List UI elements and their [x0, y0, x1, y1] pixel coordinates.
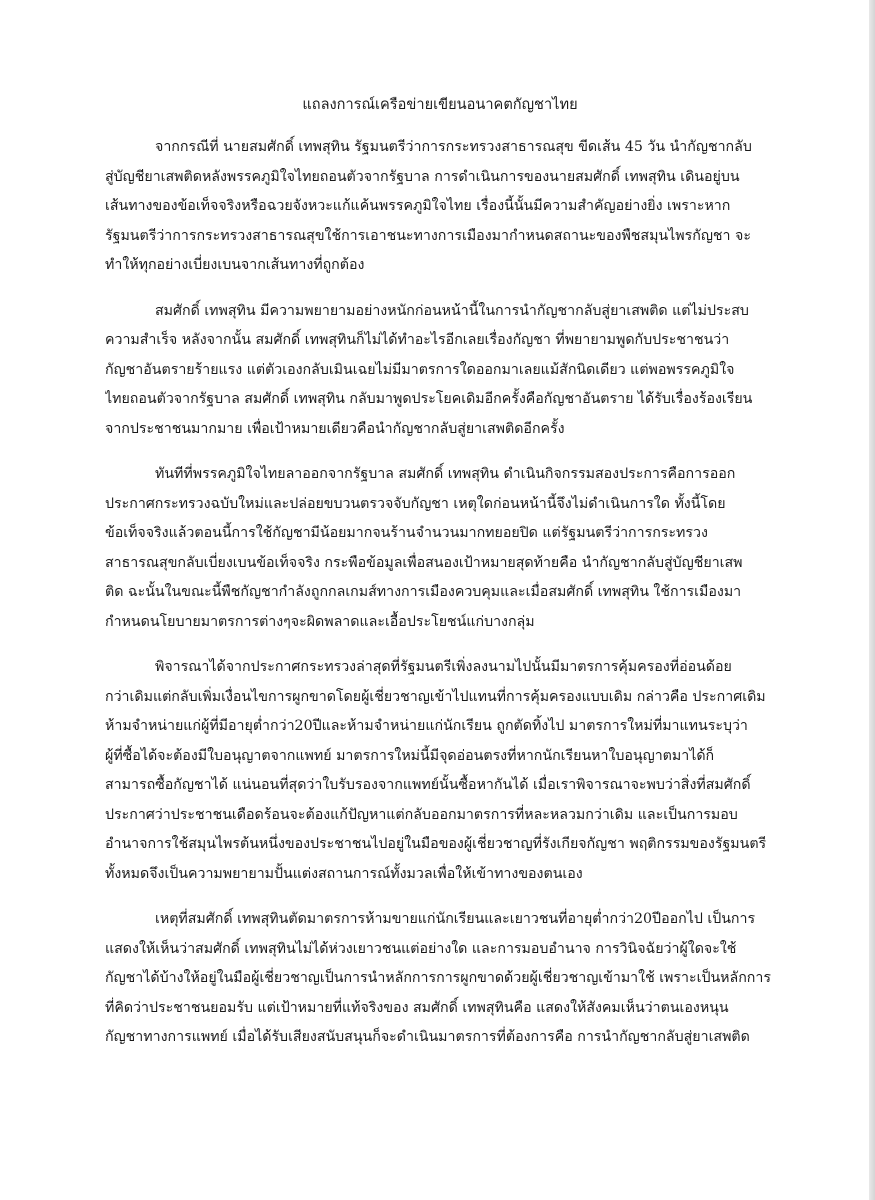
- paragraph-line: กำหนดนโยบายมาตรการต่างๆจะผิดพลาดและเอื้อประโยชน์แก่บางกลุ่ม: [105, 613, 535, 630]
- paragraph-line: จากประชาชนมากมาย เพื่อเป้าหมายเดียวคือนำกัญชากลับสู่ยาเสพติดอีกครั้ง: [105, 420, 565, 437]
- paragraph-line: ประกาศกระทรวงฉบับใหม่และปล่อยขบวนตรวจจับกัญชา เหตุใดก่อนหน้านี้จึงไม่ดำเนินการใด ทั้งนี้โดย: [105, 495, 726, 512]
- paragraph: [105, 905, 775, 1053]
- paragraph-line: ทั้งหมดจึงเป็นความพยายามปั้นแต่งสถานการณ์ทั้งมวลเพื่อให้เข้าทางของตนเอง: [105, 865, 583, 882]
- paragraph: [105, 133, 775, 281]
- paragraph: [105, 653, 775, 889]
- paragraph-line: ข้อเท็จจริงแล้วตอนนี้การใช้กัญชามีน้อยมากจนร้านจำนวนมากทยอยปิด แต่รัฐมนตรีว่าการกระทรวง: [105, 525, 708, 541]
- paragraph-line: รัฐมนตรีว่าการกระทรวงสาธารณสุขใช้การเอาชนะทางการเมืองมากำหนดสถานะของพืชสมุนไพรกัญชา จะ: [105, 227, 751, 244]
- paragraph-line: ไทยถอนตัวจากรัฐบาล สมศักดิ์ เทพสุทิน กลับมาพูดประโยคเดิมอีกครั้งคือกัญชาอันตราย ได้รับเรื่องร้องเรียน: [105, 391, 753, 407]
- paragraph-line: สู่บัญชียาเสพติดหลังพรรคภูมิใจไทยถอนตัวจากรัฐบาล การดำเนินการของนายสมศักดิ์ เทพสุทิน เดินอยู่บน: [105, 168, 740, 185]
- paragraph-line: กัญชาได้บ้างให้อยู่ในมือผู้เชี่ยวชาญเป็นการนำหลักการการผูกขาดด้วยผู้เชี่ยวชาญเข้ามาใช้ เพราะเป็นหลักการ: [105, 970, 771, 986]
- paragraph-line: สาธารณสุขกลับเบี่ยงเบนข้อเท็จจริง กระพือข้อมูลเพื่อสนองเป้าหมายสุดท้ายคือ นำกัญชากลับสู่บัญชียาเสพ: [105, 554, 743, 571]
- paragraph-line: กัญชาอันตรายร้ายแรง แต่ตัวเองกลับเมินเฉยไม่มีมาตรการใดออกมาเลยแม้สักนิดเดียว แต่พอพรรคภูมิใจ: [105, 361, 735, 378]
- paragraph-line: พิจารณาได้จากประกาศกระทรวงล่าสุดที่รัฐมนตรีเพิ่งลงนามไปนั้นมีมาตรการคุ้มครองที่อ่อนด้อย: [155, 659, 732, 675]
- paragraph-line: ความสำเร็จ หลังจากนั้น สมศักดิ์ เทพสุทินก็ไม่ได้ทำอะไรอีกเลยเรื่องกัญชา ที่พยายามพูดกับประชาชนว่า: [105, 332, 730, 348]
- paragraph-line: ประกาศว่าประชาชนเดือดร้อนจะต้องแก้ปัญหาแต่กลับออกมาตรการที่หละหลวมกว่าเดิม และเป็นการมอบ: [105, 806, 738, 823]
- paragraph-container: [105, 133, 775, 1053]
- paragraph-line: ทันทีที่พรรคภูมิใจไทยลาออกจากรัฐบาล สมศักดิ์ เทพสุทิน ดำเนินกิจกรรมสองประการคือการออก: [155, 466, 736, 482]
- paragraph-line: ทำให้ทุกอย่างเบี่ยงเบนจากเส้นทางที่ถูกต้อง: [105, 257, 365, 273]
- paragraph-line: ผู้ที่ซื้อได้จะต้องมีใบอนุญาตจากแพทย์ มาตรการใหม่นี้มีจุดอ่อนตรงที่หากนักเรียนหาใบอนุญาตมาได้ก็: [105, 747, 715, 764]
- paragraph-line: ที่คิดว่าประชาชนยอมรับ แต่เป้าหมายที่แท้จริงของ สมศักดิ์ เทพสุทินคือ แสดงให้สังคมเห็นว่าตนเองหนุน: [105, 999, 729, 1016]
- paragraph: [105, 460, 775, 637]
- page-edge-shadow: [869, 0, 875, 1200]
- document-title: แถลงการณ์เครือข่ายเขียนอนาคตกัญชาไทย: [302, 96, 578, 113]
- paragraph-line: สมศักดิ์ เทพสุทิน มีความพยายามอย่างหนักก่อนหน้านี้ในการนำกัญชากลับสู่ยาเสพติด แต่ไม่ประสบ: [155, 302, 749, 319]
- paragraph-line: จากกรณีที่ นายสมศักดิ์ เทพสุทิน รัฐมนตรีว่าการกระทรวงสาธารณสุข ขีดเส้น 45 วัน นำกัญชากลับ: [155, 139, 752, 155]
- paragraph: [105, 297, 775, 445]
- paragraph-line: อำนาจการใช้สมุนไพรต้นหนึ่งของประชาชนไปอยู่ในมือของผู้เชี่ยวชาญที่รังเกียจกัญชา พฤติกรรมของรัฐมนตรี: [105, 836, 767, 852]
- paragraph-line: กว่าเดิมแต่กลับเพิ่มเงื่อนไขการผูกขาดโดยผู้เชี่ยวชาญเข้าไปแทนที่การคุ้มครองแบบเดิม กล่าวคือ ประกาศเดิม: [105, 688, 766, 705]
- paragraph-line: ติด ฉะนั้นในขณะนี้พืชกัญชากำลังถูกกลเกมส์ทางการเมืองควบคุมและเมื่อสมศักดิ์ เทพสุทิน ใช้การเมืองมา: [105, 584, 742, 600]
- paragraph-line: ห้ามจำหน่ายแก่ผู้ที่มีอายุต่ำกว่า20ปีและห้ามจำหน่ายแก่นักเรียน ถูกตัดทิ้งไป มาตรการใหม่ที่มาแทนระบุว่า: [105, 718, 748, 734]
- paragraph-line: เหตุที่สมศักดิ์ เทพสุทินตัดมาตรการห้ามขายแก่นักเรียนและเยาวชนที่อายุต่ำกว่า20ปีออกไป เป็นการ: [155, 911, 756, 927]
- paragraph-line: เส้นทางของข้อเท็จจริงหรือฉวยจังหวะแก้แค้นพรรคภูมิใจไทย เรื่องนี้นั้นมีความสำคัญอย่างยิ่ง เพราะหาก: [105, 198, 731, 214]
- paragraph-line: สามารถซื้อกัญชาได้ แน่นอนที่สุดว่าใบรับรองจากแพทย์นั้นซื้อหากันได้ เมื่อเราพิจารณาจะพบว่าสิ่งที่สมศักดิ์: [105, 777, 751, 793]
- paragraph-line: แสดงให้เห็นว่าสมศักดิ์ เทพสุทินไม่ได้ห่วงเยาวชนแต่อย่างใด และการมอบอำนาจ การวินิจฉัยว่าผู้ใดจะใช้: [105, 940, 737, 957]
- paragraph-line: กัญชาทางการแพทย์ เมื่อได้รับเสียงสนับสนุนก็จะดำเนินมาตรการที่ต้องการคือ การนำกัญชากลับสู่ยาเสพติด: [105, 1029, 750, 1045]
- document-body: [105, 84, 775, 1069]
